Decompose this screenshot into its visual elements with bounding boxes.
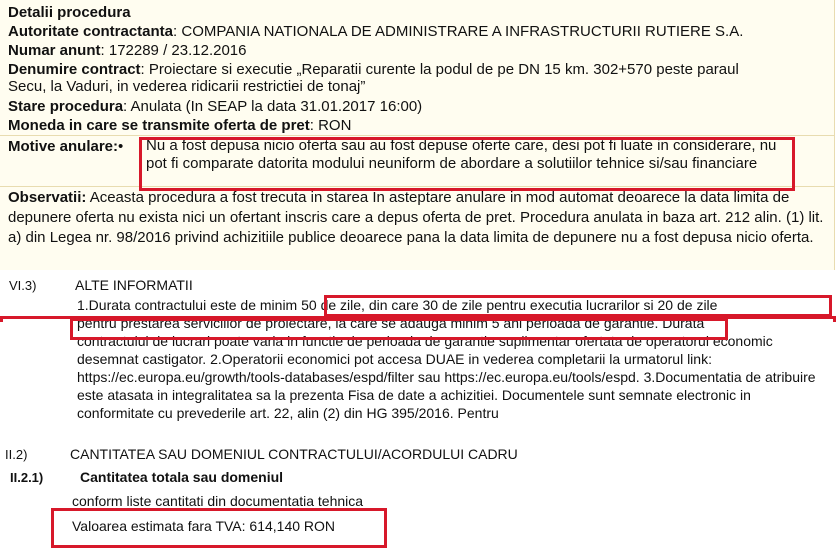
duration-intro: 1.Durata contractului este de minim (77, 297, 302, 313)
notice-row (8, 42, 246, 59)
motive-text: Nu a fost depusa nicio oferta sau au fost depuse oferte care, desi pot fi luate in considerare, nu pot fi comparate datorita modului neuniform de abordare a solutiilor tehnice si/sau financiare (146, 137, 777, 172)
section-number: II.2) (5, 447, 28, 462)
section-title: CANTITATEA SAU DOMENIUL CONTRACTULUI/ACORDULUI CADRU (70, 446, 518, 462)
panel-heading: Detalii procedura (8, 4, 131, 21)
estimated-value: Valoarea estimata fara TVA: 614,140 RON (72, 518, 336, 534)
section-number: VI.3) (9, 278, 37, 293)
highlight-box-duration-1 (324, 295, 832, 317)
currency-label: Moneda in care se transmite oferta de pret (8, 117, 310, 134)
authority-value: : COMPANIA NATIONALA DE ADMINISTRARE A INFRASTRUCTURII RUTIERE S.A. (173, 23, 744, 40)
obs-label: Observatii: (8, 189, 87, 206)
currency-value: : RON (309, 117, 352, 134)
authority-label: Autoritate contractanta (8, 23, 174, 40)
state-value: : Anulata (In SEAP la data 31.01.2017 16:00) (123, 98, 423, 115)
section-title: ALTE INFORMATII (75, 277, 193, 293)
duration-tail: . Durata (654, 315, 705, 331)
highlight-box-value (51, 508, 387, 548)
quantity-description: conform liste cantitati din documentatia tehnica (72, 493, 364, 509)
contract-value: : Proiectare si executie „Reparatii curente la podul de pe DN 15 km. 302+570 peste paraul (140, 61, 739, 78)
obs-text: Aceasta procedura a fost trecuta in starea In asteptare anulare in mod automat deoarece la data limita de depunere oferta nu exista nici un ofertant inscris care a depus oferta de pret. Procedura anulata in baza art. 212 alin. (1) lit. a) din Legea nr. 98/2016 privind achizitiile publice deoarece pana la data limita de depunere nu a fost depusa nicio oferta. (8, 189, 824, 246)
motive-label: Motive anulare: (8, 138, 119, 155)
currency-row (8, 117, 351, 134)
notice-label: Numar anunt (8, 42, 101, 59)
duration-highlight-1: 50 de zile, din care 30 de zile pentru executia lucrarilor si 20 de zile (301, 297, 718, 313)
notice-value: : 172289 / 23.12.2016 (100, 42, 247, 59)
highlight-box-motive (139, 137, 795, 191)
state-row (8, 98, 422, 115)
other-info-rest: contractului de lucrari poate varia in functie de perioada de garantie suplimentar ofertata de operatorul economic desemnat castigator. 2.Operatorii economici pot accesa DUAE in vederea completarii la urmatorul link: https://ec.europa.eu/growth/tools-databases/espd/filter sau https://ec.europa.eu/tools/espd. 3.Documentatia de atribuire este atasata in integralitatea sa la prezenta Fisa de date a achizitiei. Documentele sunt semnate electronic in conformitate cu prevederile art. 22, alin (2) din HG 395/2016. Pentru (77, 333, 816, 421)
subsection-number: II.2.1) (10, 470, 44, 485)
procedure-details-panel (0, 0, 835, 270)
duration-highlight-2: pentru prestarea serviciilor de proiectare, la care se adauga minim 5 ani perioada de garantie (77, 315, 655, 331)
highlight-box-duration-3 (70, 318, 728, 340)
motive-label-row (8, 138, 123, 155)
divider (0, 135, 834, 136)
contract-label: Denumire contract (8, 61, 141, 78)
contract-row (8, 61, 739, 78)
authority-row (8, 23, 743, 40)
state-label: Stare procedura (8, 98, 124, 115)
contract-value-line2: Secu, la Vaduri, in vederea ridicarii restrictiei de tonaj” (8, 78, 366, 95)
subsection-title: Cantitatea totala sau domeniul (80, 469, 284, 485)
observations (8, 188, 828, 248)
bullet-icon: • (118, 138, 124, 155)
